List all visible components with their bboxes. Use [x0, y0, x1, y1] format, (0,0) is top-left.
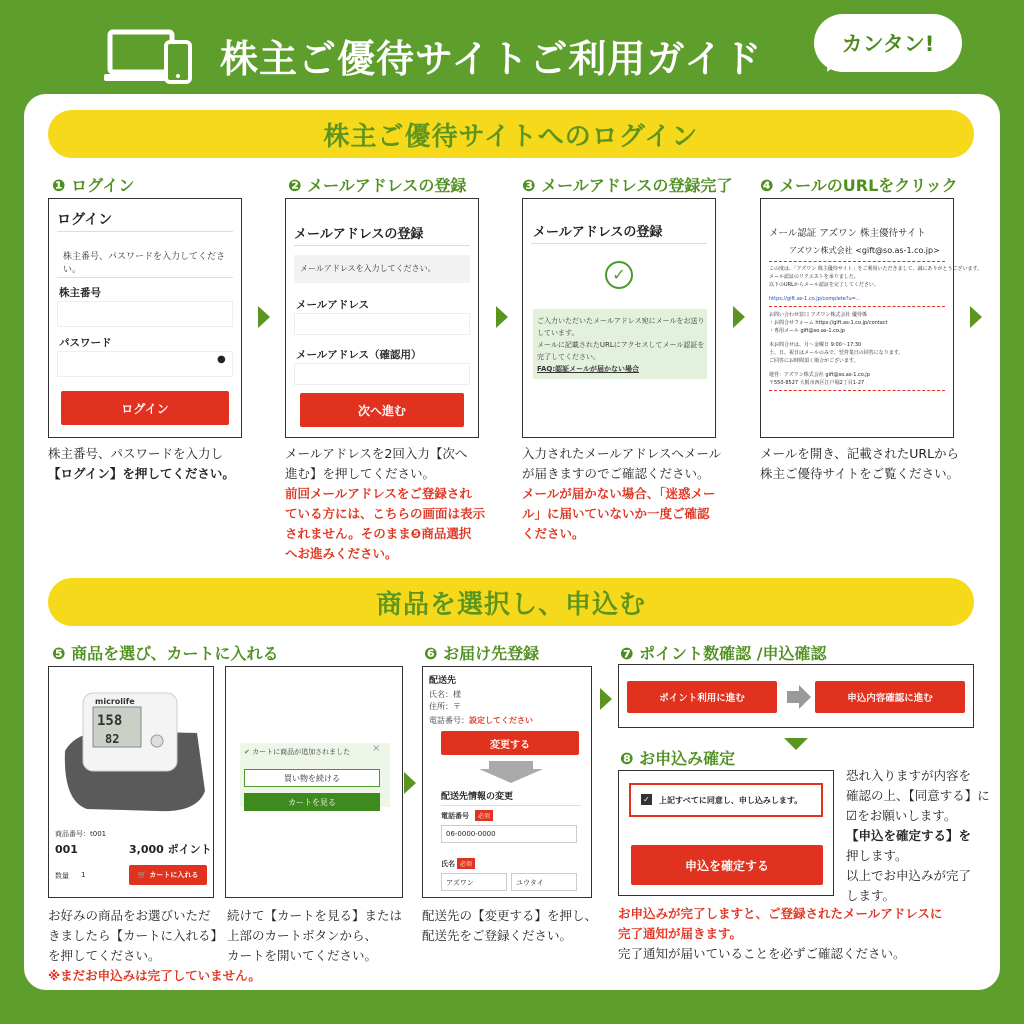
devices-icon [104, 28, 192, 84]
section2-banner: 商品を選択し、申込む [48, 578, 974, 626]
email-label: メールアドレス [296, 299, 369, 311]
svg-text:82: 82 [105, 732, 120, 746]
first-name-input[interactable]: ユウタイ [511, 873, 577, 891]
verify-url-link[interactable]: https://gift.as-1.co.jp/complete?u=... [769, 296, 861, 302]
mail-subject: メール認証 アズワン 株主優待サイト [769, 228, 926, 239]
step8-desc-4: 【申込を確定する】を [846, 828, 972, 843]
step4-heading: ❹ メールのURLをクリック [760, 176, 958, 195]
mail-line: ご回答にお時間頂く場合がございます。 [769, 358, 859, 364]
next-button[interactable]: 次へ進む [300, 393, 464, 427]
email-screen-title: メールアドレスの登録 [294, 227, 424, 242]
section1-banner: 株主ご優待サイトへのログイン [48, 110, 974, 158]
agree-checkbox[interactable]: ✓ [641, 794, 652, 805]
mail-line: 〒550-8527 大阪市西区江戸堀2丁目1-27 [769, 380, 865, 386]
order-confirm-screen [618, 770, 834, 896]
view-cart-button[interactable]: カートを見る [244, 793, 380, 811]
product-screen [48, 666, 214, 898]
step3-desc-2: が届きますのでご確認ください。 [522, 466, 710, 481]
confirm-order-button[interactable]: 申込を確定する [631, 845, 823, 885]
complete-msg-2: しています。 [537, 329, 579, 337]
login-button[interactable]: ログイン [61, 391, 229, 425]
step8-desc-6: 以上でお申込みが完了 [846, 868, 972, 883]
product-number: 商品番号：t001 [55, 830, 107, 838]
step5-note: ※まだお申込みは完了していません。 [48, 968, 261, 983]
cart-added-text: カートに商品が追加されました [252, 748, 351, 756]
ship-to-label: 配送先 [429, 676, 457, 686]
step5-desc-2: きましたら【カートに入れる】 [48, 928, 224, 943]
close-icon[interactable]: × [372, 743, 381, 754]
step8-note-3: 完了通知が届いていることを必ずご確認ください。 [618, 946, 906, 961]
complete-msg-1: ご入力いただいたメールアドレス宛にメールをお送り [537, 317, 705, 325]
step2-desc-2: 進む】を押してください。 [285, 466, 436, 481]
faq-link[interactable]: FAQ:認証メールが届かない場合 [537, 365, 640, 373]
step8-desc-7: します。 [846, 888, 896, 903]
shipping-screen [422, 666, 592, 898]
phone-input[interactable]: 06-0000-0000 [441, 825, 577, 843]
step2-heading: ❷ メールアドレスの登録 [288, 176, 467, 195]
step1-desc-1: 株主番号、パスワードを入力し [48, 446, 224, 461]
email-complete-screen [522, 198, 716, 438]
arrow-right-icon [970, 306, 982, 328]
step3-note-2: ル」に届いていないか一度ご確認 [522, 506, 710, 521]
email-instruction: メールアドレスを入力してください。 [300, 264, 436, 273]
svg-text:158: 158 [97, 713, 123, 729]
step6-desc-1: 配送先の【変更する】を押し、 [422, 908, 598, 923]
ship-address: 住所：〒 [429, 702, 461, 711]
arrow-right-icon [600, 688, 612, 710]
step5-desc-1: お好みの商品をお選びいただ [48, 908, 211, 923]
step5-desc-3: を押してください。 [48, 948, 161, 963]
arrow-right-icon [258, 306, 270, 328]
last-name-input[interactable]: アズワン [441, 873, 507, 891]
member-number-label: 株主番号 [59, 287, 101, 299]
point-confirm-screen [618, 664, 974, 728]
mail-from: アズワン株式会社 <gift@so.as-1.co.jp> [789, 246, 940, 255]
product-points: 3,000 ポイント [129, 843, 212, 856]
mail-line: 運営：アズワン株式会社 gift@so.as-1.co.jp [769, 372, 870, 378]
step4-desc-2: 株主ご優待サイトをご覧ください。 [760, 466, 960, 481]
step2-note-4: へお進みください。 [285, 546, 398, 561]
step1-heading: ❶ ログイン [52, 176, 135, 195]
mail-line: この度は、「アズワン 株主優待サイト」をご利用いただきまして、誠にありがとうございます。 [769, 266, 983, 272]
ship-phone-label: 電話番号： [429, 716, 469, 725]
cart-icon: 🛒 [137, 871, 147, 879]
arrow-right-icon [404, 772, 416, 794]
add-to-cart-button[interactable] [129, 865, 207, 885]
arrow-down-icon [784, 738, 808, 750]
mail-line: メール認証のリクエストを承りました。 [769, 274, 859, 280]
step3-note-3: ください。 [522, 526, 585, 541]
step3-note-1: メールが届かない場合、「迷惑メー [522, 486, 716, 501]
step5-desc-4: 続けて【カートを見る】または [227, 908, 403, 923]
name-field-label: 氏名 [441, 860, 455, 868]
eye-icon[interactable]: ● [217, 354, 226, 365]
arrow-right-icon [733, 306, 745, 328]
mail-line: ・専用メール gift@so.as-1.co.jp [769, 328, 845, 334]
complete-msg-4: 完了してください。 [537, 353, 600, 361]
page-title: 株主ご優待サイトご利用ガイド [220, 37, 763, 81]
mail-line: 土、日、祝日はメールのみで、翌営業日の回答になります。 [769, 350, 904, 356]
step2-desc-1: メールアドレスを2回入力【次へ [285, 446, 468, 461]
password-input[interactable] [57, 351, 233, 377]
brand-logo: microlife [95, 697, 135, 706]
step7-heading: ❼ ポイント数確認 /申込確認 [620, 644, 827, 663]
email-input[interactable] [294, 313, 470, 335]
step8-desc-1: 恐れ入りますが内容を [846, 768, 972, 783]
check-icon: ✔ [244, 748, 250, 756]
email-register-screen [285, 198, 479, 438]
complete-message [537, 315, 705, 375]
quantity-label: 数量 [55, 872, 69, 880]
continue-shopping-button[interactable]: 買い物を続ける [244, 769, 380, 787]
product-code: 001 [55, 843, 78, 856]
step8-heading: ❽ お申込み確定 [620, 749, 736, 768]
complete-screen-title: メールアドレスの登録 [533, 225, 663, 240]
step3-heading: ❸ メールアドレスの登録完了 [522, 176, 733, 195]
change-title: 配送先情報の変更 [441, 792, 514, 802]
password-label: パスワード [59, 337, 112, 349]
required-badge: 必須 [475, 810, 493, 821]
member-number-input[interactable] [57, 301, 233, 327]
step8-note-1: お申込みが完了しますと、ご登録されたメールアドレスに [618, 906, 943, 921]
step8-desc-3: ☑をお願いします。 [846, 808, 957, 823]
step1-desc-2: 【ログイン】を押してください。 [48, 466, 235, 481]
change-address-button[interactable]: 変更する [441, 731, 579, 755]
step2-note-1: 前回メールアドレスをご登録され [285, 486, 472, 501]
proceed-review-button[interactable]: 申込内容確認に進む [815, 681, 965, 713]
phone-field-label: 電話番号 [441, 812, 469, 820]
step5-desc-5: 上部のカートボタンから、 [227, 928, 378, 943]
step8-desc-5: 押します。 [846, 848, 908, 863]
easy-bubble: カンタン! [814, 14, 962, 72]
add-to-cart-label: カートに入れる [149, 871, 199, 879]
step5-desc-6: カートを開いてください。 [227, 948, 378, 963]
step8-note-2: 完了通知が届きます。 [618, 926, 743, 941]
login-instruction: 株主番号、パスワードを入力してください。 [63, 252, 226, 275]
complete-msg-3: メールに記載されたURLにアクセスしてメール認証を [537, 341, 705, 349]
step5-heading: ❺ 商品を選び、カートに入れる [52, 644, 279, 663]
mail-body [769, 265, 982, 391]
arrow-down-icon [479, 761, 543, 783]
agree-label: 上記すべてに同意し、申し込みします。 [659, 796, 803, 805]
ship-phone-row [429, 715, 533, 726]
step3-desc-1: 入力されたメールアドレスへメール [522, 446, 722, 461]
required-badge: 必須 [457, 858, 475, 869]
cart-added-screen [225, 666, 403, 898]
login-screen-title: ログイン [57, 212, 113, 228]
arrow-right-icon [496, 306, 508, 328]
mail-line: 本お問合せは、月〜金曜日 9:00〜17:30 [769, 342, 862, 348]
step8-desc-2: 確認の上、【同意する】に [846, 788, 990, 803]
proceed-points-button[interactable]: ポイント利用に進む [627, 681, 777, 713]
mail-line: お問い合わせ窓口 アズワン株式会社 優待係 [769, 312, 867, 318]
arrow-right-icon [787, 685, 811, 709]
check-circle-icon: ✓ [605, 261, 633, 289]
step4-desc-1: メールを開き、記載されたURLから [760, 446, 960, 461]
step6-heading: ❻ お届け先登録 [424, 644, 540, 663]
quantity-value[interactable]: 1 [81, 871, 86, 879]
email-confirm-label: メールアドレス（確認用） [296, 349, 422, 361]
login-screen [48, 198, 242, 438]
mail-line: ・お問合せフォーム https://gift.as-1.co.jp/contact [769, 320, 888, 326]
step6-desc-2: 配送先をご登録ください。 [422, 928, 573, 943]
step2-note-3: されません。そのまま❺商品選択 [285, 526, 472, 541]
step2-note-2: ている方には、こちらの画面は表示 [285, 506, 486, 521]
mail-line: 以下のURLからメール認証を完了してください。 [769, 282, 879, 288]
email-preview [760, 198, 983, 438]
cart-added-message [244, 747, 350, 757]
ship-name: 氏名：様 [429, 690, 461, 699]
ship-phone-unset: 設定してください [469, 716, 533, 725]
email-confirm-input[interactable] [294, 363, 470, 385]
